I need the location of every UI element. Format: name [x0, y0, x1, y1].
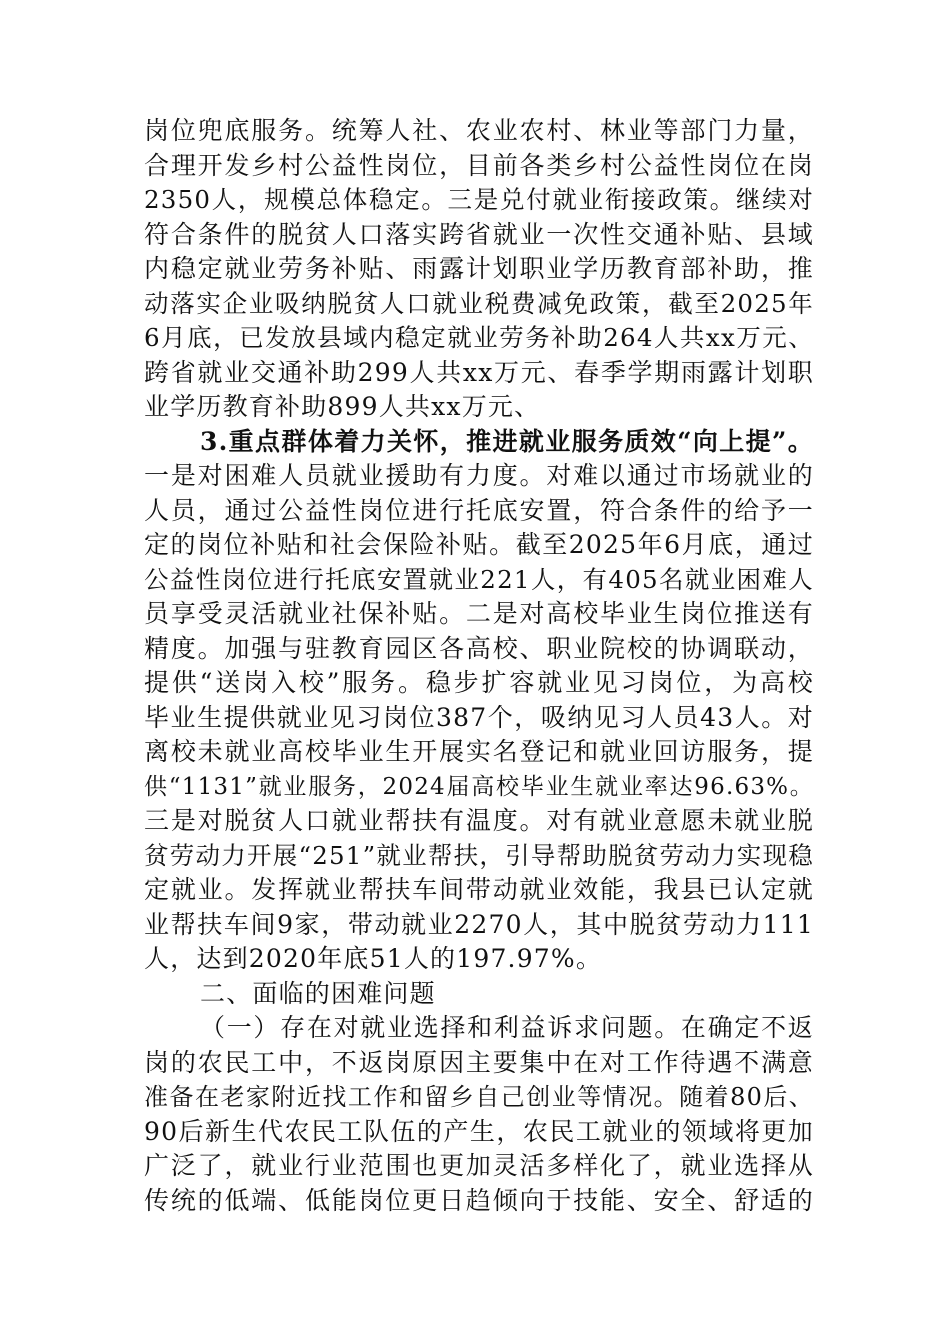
text-line: 广泛了，就业行业范围也更加灵活多样化了，就业选择从 [144, 1151, 814, 1180]
text-line: 供“1131”就业服务，2024届高校毕业生就业率达96.63%。 [144, 773, 814, 800]
text-line: 人员，通过公益性岗位进行托底安置，符合条件的给予一 [144, 495, 814, 525]
text-line: 6月底，已发放县域内稳定就业劳务补助264人共xx万元、 [144, 323, 814, 352]
text-line: 业帮扶车间9家，带动就业2270人，其中脱贫劳动力111 [144, 909, 814, 939]
text-line: 2350人，规模总体稳定。三是兑付就业衔接政策。继续对 [144, 185, 814, 214]
text-line: 离校未就业高校毕业生开展实名登记和就业回访服务，提 [144, 737, 814, 766]
text-line: 90后新生代农民工队伍的产生，农民工就业的领域将更加 [144, 1116, 814, 1146]
document-body [144, 114, 814, 1218]
section-subheading: 3.重点群体着力关怀，推进就业服务质效“向上提”。 [200, 426, 814, 456]
text-line: 公益性岗位进行托底安置就业221人，有405名就业困难人 [144, 564, 814, 594]
text-line: 定就业。发挥就业帮扶车间带动就业效能，我县已认定就 [144, 875, 814, 904]
text-line: 合理开发乡村公益性岗位，目前各类乡村公益性岗位在岗 [144, 150, 814, 180]
text-line: 动落实企业吸纳脱贫人口就业税费减免政策，截至2025年 [144, 288, 814, 318]
text-line: 跨省就业交通补助299人共xx万元、春季学期雨露计划职 [144, 357, 814, 387]
text-line: 岗位兜底服务。统筹人社、农业农村、林业等部门力量， [144, 116, 814, 145]
section-heading: 二、面临的困难问题 [200, 978, 436, 1008]
text-line: 人，达到2020年底51人的197.97%。 [144, 944, 603, 973]
text-line: 定的岗位补贴和社会保险补贴。截至2025年6月底，通过 [144, 530, 814, 559]
text-line: 员享受灵活就业社保补贴。二是对高校毕业生岗位推送有 [144, 599, 814, 628]
text-line: 一是对困难人员就业援助有力度。对难以通过市场就业的 [144, 461, 814, 490]
text-line: 内稳定就业劳务补贴、雨露计划职业学历教育部补助，推 [144, 254, 814, 283]
text-line: 毕业生提供就业见习岗位387个，吸纳见习人员43人。对 [144, 702, 814, 732]
text-line: 符合条件的脱贫人口落实跨省就业一次性交通补贴、县域 [144, 219, 814, 249]
text-line: 贫劳动力开展“251”就业帮扶，引导帮助脱贫劳动力实现稳 [144, 840, 814, 870]
text-line: 业学历教育补助899人共xx万元、 [144, 392, 541, 421]
text-line: （一）存在对就业选择和利益诉求问题。在确定不返 [200, 1013, 814, 1042]
text-line: 三是对脱贫人口就业帮扶有温度。对有就业意愿未就业脱 [144, 806, 814, 835]
text-line: 传统的低端、低能岗位更日趋倾向于技能、安全、舒适的 [144, 1185, 814, 1215]
text-line: 岗的农民工中，不返岗原因主要集中在对工作待遇不满意 [144, 1047, 814, 1077]
text-line: 准备在老家附近找工作和留乡自己创业等情况。随着80后、 [144, 1083, 814, 1111]
text-line: 精度。加强与驻教育园区各高校、职业院校的协调联动， [144, 633, 814, 663]
text-line: 提供“送岗入校”服务。稳步扩容就业见习岗位，为高校 [144, 668, 814, 697]
